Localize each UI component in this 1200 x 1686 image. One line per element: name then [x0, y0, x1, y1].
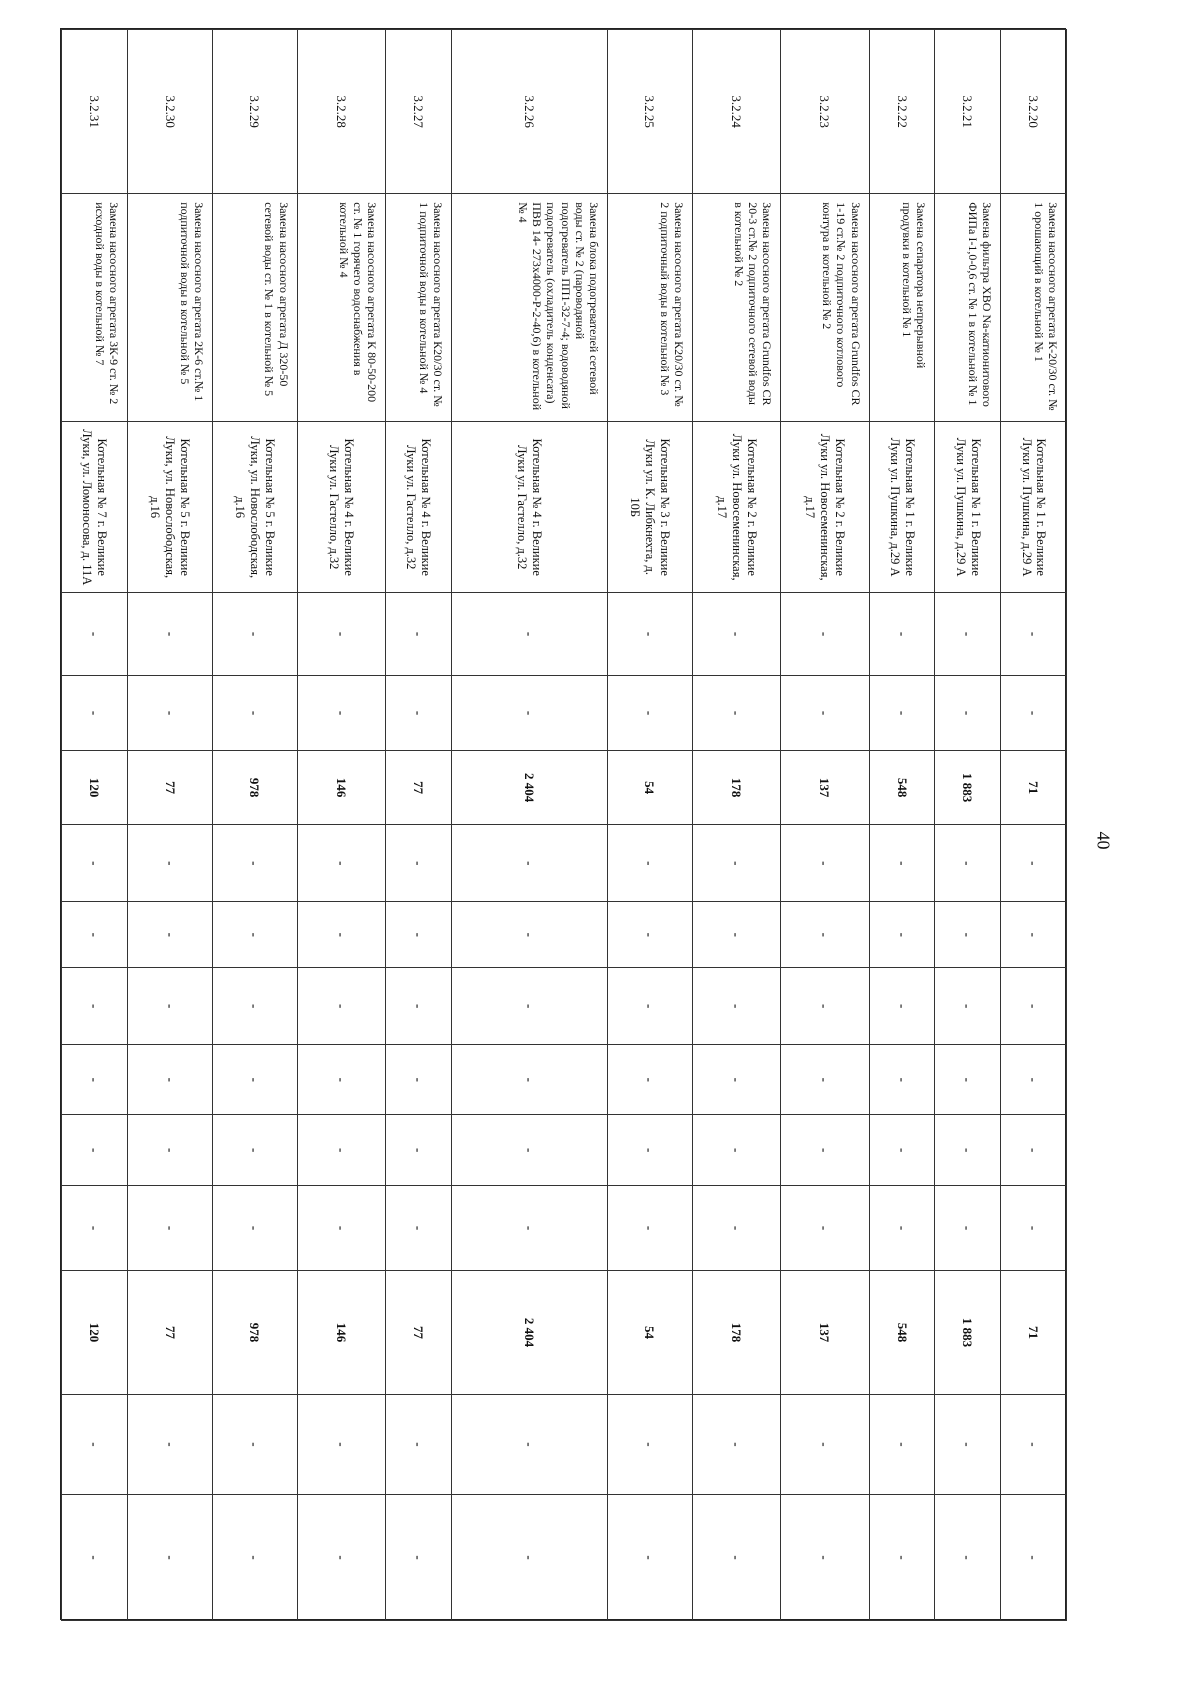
row-address: Котельная № 4 г. Великие Луки ул. Гастелло, д.32: [386, 422, 452, 593]
row-work-description: Замена насосного агрегата Grundfos CR 20-3 ст.№ 2 подпиточного сетевой воды в котельной № 2: [692, 194, 780, 422]
row-empty-cell: -: [386, 1495, 452, 1621]
row-code: 3.2.20: [1001, 30, 1067, 194]
row-empty-cell: -: [607, 825, 692, 902]
row-value-cell: 2 404: [451, 1271, 607, 1395]
row-value-cell: 120: [62, 750, 128, 825]
row-empty-cell: -: [935, 676, 1001, 751]
row-empty-cell: -: [607, 1394, 692, 1494]
row-code: 3.2.25: [607, 30, 692, 194]
row-code: 3.2.23: [781, 30, 869, 194]
row-empty-cell: -: [607, 968, 692, 1045]
row-empty-cell: -: [212, 1185, 297, 1270]
row-empty-cell: -: [212, 593, 297, 676]
row-value-cell: 71: [1001, 1271, 1067, 1395]
row-empty-cell: -: [607, 902, 692, 968]
row-empty-cell: -: [607, 593, 692, 676]
row-value-cell: 137: [781, 1271, 869, 1395]
row-empty-cell: -: [607, 1115, 692, 1185]
table-row: [692, 30, 780, 1621]
row-code: 3.2.28: [297, 30, 385, 194]
row-empty-cell: -: [62, 1495, 128, 1621]
row-work-description: Замена насосного агрегата К 80-50-200 ст. № 1 горячего водоснабжения в котельной № 4: [297, 194, 385, 422]
row-empty-cell: -: [781, 593, 869, 676]
row-value-cell: 120: [62, 1271, 128, 1395]
row-address: Котельная № 7 г. Великие Луки, ул. Ломоносова, д. 11А: [62, 422, 128, 593]
row-empty-cell: -: [935, 968, 1001, 1045]
row-empty-cell: -: [297, 968, 385, 1045]
row-empty-cell: -: [127, 593, 212, 676]
row-work-description: Замена насосного агрегата К20/30 ст. № 1 подпиточной воды в котельной № 4: [386, 194, 452, 422]
row-empty-cell: -: [212, 1115, 297, 1185]
row-empty-cell: -: [127, 1185, 212, 1270]
row-empty-cell: -: [935, 1115, 1001, 1185]
row-value-cell: 1 883: [935, 750, 1001, 825]
row-empty-cell: -: [127, 825, 212, 902]
row-empty-cell: -: [869, 1115, 935, 1185]
row-empty-cell: -: [297, 1045, 385, 1115]
row-work-description: Замена насосного агрегата Grundfos CR 1-19 ст.№ 2 подпиточного котлового контура в котельной № 2: [781, 194, 869, 422]
row-empty-cell: -: [297, 825, 385, 902]
row-empty-cell: -: [781, 1115, 869, 1185]
row-value-cell: 978: [212, 750, 297, 825]
row-code: 3.2.29: [212, 30, 297, 194]
row-empty-cell: -: [781, 676, 869, 751]
row-empty-cell: -: [692, 676, 780, 751]
row-value-cell: 77: [386, 1271, 452, 1395]
row-empty-cell: -: [781, 1045, 869, 1115]
row-empty-cell: -: [1001, 1185, 1067, 1270]
row-value-cell: 77: [386, 750, 452, 825]
row-empty-cell: -: [1001, 1045, 1067, 1115]
row-empty-cell: -: [781, 1185, 869, 1270]
row-empty-cell: -: [451, 1185, 607, 1270]
table-row: [62, 30, 128, 1621]
row-empty-cell: -: [869, 968, 935, 1045]
row-empty-cell: -: [1001, 902, 1067, 968]
row-empty-cell: -: [869, 902, 935, 968]
row-empty-cell: -: [692, 1495, 780, 1621]
row-value-cell: 54: [607, 750, 692, 825]
row-empty-cell: -: [297, 902, 385, 968]
row-empty-cell: -: [451, 593, 607, 676]
row-empty-cell: -: [692, 902, 780, 968]
row-empty-cell: -: [127, 902, 212, 968]
row-value-cell: 146: [297, 1271, 385, 1395]
row-address: Котельная № 1 г. Великие Луки ул. Пушкина, д.29 А: [935, 422, 1001, 593]
row-work-description: Замена насосного агрегата Д 320-50 сетевой воды ст. № 1 в котельной № 5: [212, 194, 297, 422]
row-empty-cell: -: [127, 1495, 212, 1621]
row-work-description: Замена насосного агрегата К-20/30 ст. № 1 орошающий в котельной № 1: [1001, 194, 1067, 422]
row-empty-cell: -: [935, 825, 1001, 902]
row-empty-cell: -: [386, 1185, 452, 1270]
row-empty-cell: -: [869, 593, 935, 676]
row-empty-cell: -: [62, 1115, 128, 1185]
row-empty-cell: -: [451, 1115, 607, 1185]
row-empty-cell: -: [692, 1185, 780, 1270]
row-code: 3.2.31: [62, 30, 128, 194]
row-empty-cell: -: [869, 676, 935, 751]
table-row: [297, 30, 385, 1621]
table-row: [869, 30, 935, 1621]
row-empty-cell: -: [297, 1185, 385, 1270]
row-empty-cell: -: [869, 825, 935, 902]
row-work-description: Замена сепаратора непрерывной продувки в котельной № 1: [869, 194, 935, 422]
row-code: 3.2.22: [869, 30, 935, 194]
row-empty-cell: -: [212, 1045, 297, 1115]
row-code: 3.2.24: [692, 30, 780, 194]
works-table: [61, 29, 1067, 1621]
row-empty-cell: -: [607, 1495, 692, 1621]
row-empty-cell: -: [1001, 676, 1067, 751]
row-empty-cell: -: [1001, 1115, 1067, 1185]
row-empty-cell: -: [451, 902, 607, 968]
row-empty-cell: -: [692, 593, 780, 676]
row-value-cell: 178: [692, 1271, 780, 1395]
row-empty-cell: -: [212, 968, 297, 1045]
row-value-cell: 548: [869, 1271, 935, 1395]
row-empty-cell: -: [62, 1045, 128, 1115]
row-empty-cell: -: [607, 1185, 692, 1270]
rotated-table-wrapper: [61, 29, 1067, 1621]
row-value-cell: 146: [297, 750, 385, 825]
row-empty-cell: -: [386, 676, 452, 751]
row-code: 3.2.27: [386, 30, 452, 194]
row-value-cell: 548: [869, 750, 935, 825]
row-empty-cell: -: [212, 825, 297, 902]
table-row: [935, 30, 1001, 1621]
row-empty-cell: -: [62, 825, 128, 902]
table-row: [386, 30, 452, 1621]
row-address: Котельная № 4 г. Великие Луки ул. Гастелло, д.32: [297, 422, 385, 593]
row-empty-cell: -: [781, 968, 869, 1045]
row-work-description: Замена насосного агрегата К20/30 ст. № 2 подпиточный воды в котельной № 3: [607, 194, 692, 422]
row-empty-cell: -: [386, 593, 452, 676]
row-empty-cell: -: [297, 1115, 385, 1185]
document-sheet: [60, 28, 1066, 1620]
row-address: Котельная № 2 г. Великие Луки ул. Новосеменинская, д.17: [781, 422, 869, 593]
row-empty-cell: -: [297, 1495, 385, 1621]
row-value-cell: 178: [692, 750, 780, 825]
row-empty-cell: -: [935, 593, 1001, 676]
row-work-description: Замена насосного агрегата 2К-6 ст.№ 1 подпиточной воды в котельной № 5: [127, 194, 212, 422]
row-empty-cell: -: [869, 1185, 935, 1270]
row-empty-cell: -: [212, 676, 297, 751]
row-empty-cell: -: [297, 676, 385, 751]
row-code: 3.2.26: [451, 30, 607, 194]
row-empty-cell: -: [1001, 593, 1067, 676]
row-empty-cell: -: [607, 676, 692, 751]
row-empty-cell: -: [692, 825, 780, 902]
row-value-cell: 71: [1001, 750, 1067, 825]
row-empty-cell: -: [781, 902, 869, 968]
row-empty-cell: -: [1001, 1394, 1067, 1494]
row-empty-cell: -: [1001, 968, 1067, 1045]
row-empty-cell: -: [62, 902, 128, 968]
row-empty-cell: -: [212, 902, 297, 968]
row-value-cell: 2 404: [451, 750, 607, 825]
row-value-cell: 54: [607, 1271, 692, 1395]
row-value-cell: 1 883: [935, 1271, 1001, 1395]
row-empty-cell: -: [127, 1115, 212, 1185]
table-row: [127, 30, 212, 1621]
row-empty-cell: -: [127, 968, 212, 1045]
row-empty-cell: -: [869, 1495, 935, 1621]
row-empty-cell: -: [1001, 1495, 1067, 1621]
row-value-cell: 77: [127, 1271, 212, 1395]
row-empty-cell: -: [386, 1115, 452, 1185]
row-empty-cell: -: [62, 1185, 128, 1270]
row-code: 3.2.21: [935, 30, 1001, 194]
table-row: [451, 30, 607, 1621]
row-empty-cell: -: [692, 1115, 780, 1185]
row-empty-cell: -: [127, 1045, 212, 1115]
row-empty-cell: -: [386, 825, 452, 902]
row-empty-cell: -: [297, 1394, 385, 1494]
row-empty-cell: -: [212, 1394, 297, 1494]
row-empty-cell: -: [386, 1394, 452, 1494]
row-empty-cell: -: [451, 1394, 607, 1494]
row-work-description: Замена насосного агрегата 3К-9 ст. № 2 исходной воды в котельной № 7: [62, 194, 128, 422]
row-empty-cell: -: [451, 1495, 607, 1621]
row-value-cell: 978: [212, 1271, 297, 1395]
row-empty-cell: -: [781, 825, 869, 902]
row-value-cell: 77: [127, 750, 212, 825]
row-empty-cell: -: [451, 968, 607, 1045]
row-work-description: Замена фильтра ХВО Na-катионитового ФИПа I-1,0-0,6 ст. № 1 в котельной № 1: [935, 194, 1001, 422]
row-address: Котельная № 4 г. Великие Луки ул. Гастелло, д.32: [451, 422, 607, 593]
row-empty-cell: -: [451, 825, 607, 902]
row-work-description: Замена блока подогревателей сетевой воды ст. № 2 (пароводяной подогреватель ПП1-32-7-4; водоводяной подогреватель (охладитель конденсата) ПВВ 14- 273х4000-Р-2-40,6) в котельной № 4: [451, 194, 607, 422]
row-empty-cell: -: [62, 968, 128, 1045]
row-empty-cell: -: [607, 1045, 692, 1115]
row-value-cell: 137: [781, 750, 869, 825]
table-row: [1001, 30, 1067, 1621]
row-empty-cell: -: [62, 676, 128, 751]
row-empty-cell: -: [1001, 825, 1067, 902]
row-empty-cell: -: [692, 1045, 780, 1115]
row-empty-cell: -: [451, 1045, 607, 1115]
row-empty-cell: -: [935, 1045, 1001, 1115]
page-number: 40: [1093, 831, 1114, 850]
row-address: Котельная № 1 г. Великие Луки ул. Пушкина, д.29 А: [1001, 422, 1067, 593]
row-empty-cell: -: [386, 902, 452, 968]
row-empty-cell: -: [127, 1394, 212, 1494]
row-address: Котельная № 5 г. Великие Луки, ул. Новослободская, д.16: [127, 422, 212, 593]
row-empty-cell: -: [127, 676, 212, 751]
row-empty-cell: -: [451, 676, 607, 751]
row-empty-cell: -: [692, 1394, 780, 1494]
row-address: Котельная № 3 г. Великие Луки ул. К. Либкнехта, д. 10Б: [607, 422, 692, 593]
row-address: Котельная № 1 г. Великие Луки ул. Пушкина, д.29 А: [869, 422, 935, 593]
table-row: [212, 30, 297, 1621]
table-row: [781, 30, 869, 1621]
row-empty-cell: -: [62, 1394, 128, 1494]
row-empty-cell: -: [386, 1045, 452, 1115]
row-address: Котельная № 5 г. Великие Луки, ул. Новослободская, д.16: [212, 422, 297, 593]
row-empty-cell: -: [62, 593, 128, 676]
row-empty-cell: -: [692, 968, 780, 1045]
row-address: Котельная № 2 г. Великие Луки ул. Новосеменинская, д.17: [692, 422, 780, 593]
row-code: 3.2.30: [127, 30, 212, 194]
row-empty-cell: -: [212, 1495, 297, 1621]
table-row: [607, 30, 692, 1621]
row-empty-cell: -: [935, 1185, 1001, 1270]
row-empty-cell: -: [297, 593, 385, 676]
row-empty-cell: -: [781, 1394, 869, 1494]
row-empty-cell: -: [781, 1495, 869, 1621]
row-empty-cell: -: [935, 902, 1001, 968]
row-empty-cell: -: [869, 1394, 935, 1494]
row-empty-cell: -: [935, 1394, 1001, 1494]
row-empty-cell: -: [869, 1045, 935, 1115]
row-empty-cell: -: [386, 968, 452, 1045]
row-empty-cell: -: [935, 1495, 1001, 1621]
